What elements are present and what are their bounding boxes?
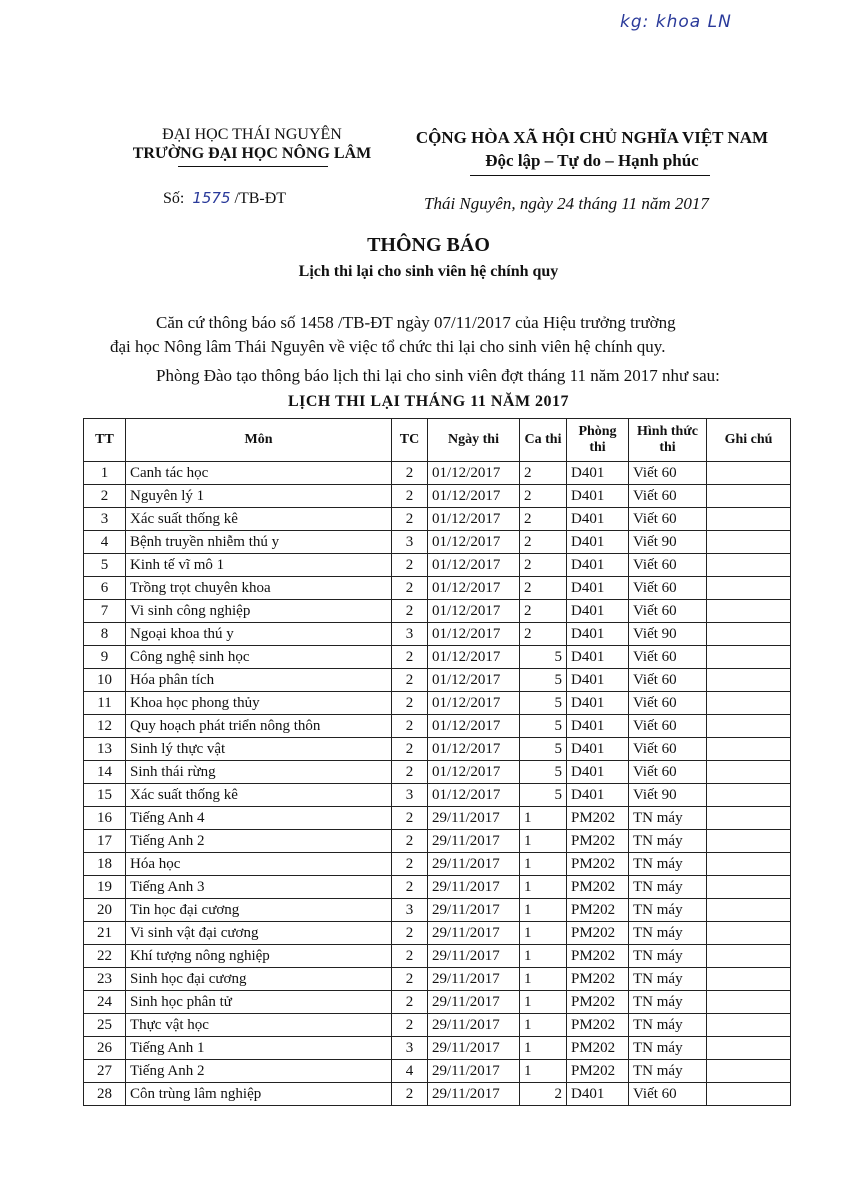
cell-mon: Bệnh truyền nhiễm thú y — [126, 531, 392, 554]
cell-phong-thi: PM202 — [567, 922, 629, 945]
paragraph-1-line-2: đại học Nông lâm Thái Nguyên về việc tổ chức thi lại cho sinh viên hệ chính quy. — [110, 337, 666, 356]
table-row — [84, 968, 791, 991]
cell-phong-thi: PM202 — [567, 991, 629, 1014]
doc-no-suffix: /TB-ĐT — [234, 190, 287, 207]
table-row — [84, 761, 791, 784]
cell-ghi-chu — [707, 646, 791, 669]
paragraph-1-line-1: Căn cứ thông báo số 1458 /TB-ĐT ngày 07/11/2017 của Hiệu trưởng trường — [156, 313, 676, 332]
cell-tc: 2 — [392, 462, 428, 485]
table-row — [84, 577, 791, 600]
table-row — [84, 784, 791, 807]
header-phong-thi: Phòng thi — [567, 419, 629, 462]
cell-hinh-thuc: TN máy — [629, 991, 707, 1014]
notice-subtitle: Lịch thi lại cho sinh viên hệ chính quy — [298, 263, 559, 280]
header-ca-thi: Ca thi — [520, 419, 567, 462]
cell-ca-thi: 2 — [520, 577, 567, 600]
cell-tc: 2 — [392, 1014, 428, 1037]
cell-ngay-thi: 01/12/2017 — [428, 715, 520, 738]
cell-tc: 2 — [392, 922, 428, 945]
cell-phong-thi: D401 — [567, 554, 629, 577]
cell-ca-thi: 1 — [520, 1060, 567, 1083]
cell-phong-thi: PM202 — [567, 899, 629, 922]
cell-mon: Nguyên lý 1 — [126, 485, 392, 508]
cell-tt: 25 — [84, 1014, 126, 1037]
cell-mon: Tiếng Anh 2 — [126, 1060, 392, 1083]
cell-mon: Côn trùng lâm nghiệp — [126, 1083, 392, 1106]
cell-hinh-thuc: Viết 60 — [629, 554, 707, 577]
cell-tt: 1 — [84, 462, 126, 485]
cell-phong-thi: PM202 — [567, 1037, 629, 1060]
table-row — [84, 876, 791, 899]
cell-tc: 2 — [392, 968, 428, 991]
cell-ghi-chu — [707, 485, 791, 508]
cell-tt: 22 — [84, 945, 126, 968]
cell-ca-thi: 1 — [520, 945, 567, 968]
cell-tc: 2 — [392, 1083, 428, 1106]
cell-hinh-thuc: TN máy — [629, 945, 707, 968]
cell-ca-thi: 2 — [520, 600, 567, 623]
cell-hinh-thuc: Viết 90 — [629, 784, 707, 807]
cell-mon: Công nghệ sinh học — [126, 646, 392, 669]
cell-tc: 3 — [392, 623, 428, 646]
cell-ca-thi: 5 — [520, 692, 567, 715]
cell-ngay-thi: 01/12/2017 — [428, 646, 520, 669]
cell-hinh-thuc: Viết 90 — [629, 623, 707, 646]
cell-hinh-thuc: Viết 60 — [629, 508, 707, 531]
table-row — [84, 485, 791, 508]
cell-ghi-chu — [707, 1083, 791, 1106]
cell-tc: 2 — [392, 830, 428, 853]
cell-phong-thi: D401 — [567, 692, 629, 715]
cell-ghi-chu — [707, 692, 791, 715]
cell-tc: 2 — [392, 485, 428, 508]
cell-phong-thi: D401 — [567, 531, 629, 554]
cell-phong-thi: PM202 — [567, 945, 629, 968]
cell-ca-thi: 1 — [520, 991, 567, 1014]
cell-ca-thi: 5 — [520, 715, 567, 738]
cell-hinh-thuc: TN máy — [629, 807, 707, 830]
cell-phong-thi: D401 — [567, 669, 629, 692]
table-row — [84, 1060, 791, 1083]
cell-tt: 2 — [84, 485, 126, 508]
cell-ghi-chu — [707, 784, 791, 807]
cell-hinh-thuc: Viết 60 — [629, 485, 707, 508]
table-row — [84, 853, 791, 876]
cell-ngay-thi: 29/11/2017 — [428, 1060, 520, 1083]
cell-ca-thi: 2 — [520, 485, 567, 508]
cell-ngay-thi: 29/11/2017 — [428, 1037, 520, 1060]
cell-ghi-chu — [707, 761, 791, 784]
cell-tt: 10 — [84, 669, 126, 692]
cell-ghi-chu — [707, 531, 791, 554]
cell-phong-thi: PM202 — [567, 1014, 629, 1037]
cell-ca-thi: 1 — [520, 807, 567, 830]
cell-hinh-thuc: Viết 90 — [629, 531, 707, 554]
cell-tt: 4 — [84, 531, 126, 554]
cell-tt: 16 — [84, 807, 126, 830]
cell-ngay-thi: 01/12/2017 — [428, 761, 520, 784]
cell-phong-thi: D401 — [567, 508, 629, 531]
cell-ghi-chu — [707, 462, 791, 485]
cell-tt: 9 — [84, 646, 126, 669]
cell-ghi-chu — [707, 1037, 791, 1060]
cell-tt: 26 — [84, 1037, 126, 1060]
cell-tt: 11 — [84, 692, 126, 715]
cell-mon: Sinh thái rừng — [126, 761, 392, 784]
cell-hinh-thuc: TN máy — [629, 922, 707, 945]
cell-ngay-thi: 29/11/2017 — [428, 876, 520, 899]
cell-tt: 21 — [84, 922, 126, 945]
cell-tt: 20 — [84, 899, 126, 922]
cell-ca-thi: 2 — [520, 508, 567, 531]
cell-mon: Hóa phân tích — [126, 669, 392, 692]
cell-tc: 3 — [392, 1037, 428, 1060]
cell-ghi-chu — [707, 876, 791, 899]
cell-ghi-chu — [707, 508, 791, 531]
cell-hinh-thuc: TN máy — [629, 968, 707, 991]
cell-ca-thi: 5 — [520, 784, 567, 807]
cell-mon: Trồng trọt chuyên khoa — [126, 577, 392, 600]
cell-tt: 15 — [84, 784, 126, 807]
cell-ghi-chu — [707, 922, 791, 945]
cell-tc: 3 — [392, 531, 428, 554]
cell-ca-thi: 2 — [520, 462, 567, 485]
cell-ngay-thi: 29/11/2017 — [428, 945, 520, 968]
cell-tt: 27 — [84, 1060, 126, 1083]
cell-ca-thi: 2 — [520, 1083, 567, 1106]
cell-ghi-chu — [707, 991, 791, 1014]
table-row — [84, 945, 791, 968]
cell-phong-thi: PM202 — [567, 968, 629, 991]
cell-ghi-chu — [707, 807, 791, 830]
cell-ca-thi: 1 — [520, 899, 567, 922]
cell-ghi-chu — [707, 830, 791, 853]
cell-ghi-chu — [707, 600, 791, 623]
cell-ghi-chu — [707, 669, 791, 692]
cell-ngay-thi: 01/12/2017 — [428, 600, 520, 623]
header-tt: TT — [84, 419, 126, 462]
cell-phong-thi: D401 — [567, 646, 629, 669]
cell-mon: Kinh tế vĩ mô 1 — [126, 554, 392, 577]
document-number — [163, 189, 286, 208]
cell-ngay-thi: 01/12/2017 — [428, 485, 520, 508]
cell-ca-thi: 1 — [520, 830, 567, 853]
cell-mon: Ngoại khoa thú y — [126, 623, 392, 646]
cell-mon: Canh tác học — [126, 462, 392, 485]
cell-tc: 2 — [392, 669, 428, 692]
cell-mon: Tiếng Anh 2 — [126, 830, 392, 853]
table-row — [84, 692, 791, 715]
doc-no-label: Số: — [163, 190, 185, 207]
table-row — [84, 715, 791, 738]
cell-ghi-chu — [707, 853, 791, 876]
cell-tc: 2 — [392, 600, 428, 623]
cell-ngay-thi: 01/12/2017 — [428, 508, 520, 531]
exam-schedule-table — [83, 418, 791, 1106]
cell-hinh-thuc: TN máy — [629, 1014, 707, 1037]
cell-ngay-thi: 01/12/2017 — [428, 784, 520, 807]
cell-ghi-chu — [707, 945, 791, 968]
cell-ca-thi: 2 — [520, 623, 567, 646]
table-row — [84, 1083, 791, 1106]
table-row — [84, 531, 791, 554]
table-row — [84, 807, 791, 830]
table-title: LỊCH THI LẠI THÁNG 11 NĂM 2017 — [287, 393, 570, 410]
cell-mon: Xác suất thống kê — [126, 508, 392, 531]
cell-tc: 4 — [392, 1060, 428, 1083]
cell-ngay-thi: 01/12/2017 — [428, 738, 520, 761]
cell-phong-thi: D401 — [567, 715, 629, 738]
cell-tt: 24 — [84, 991, 126, 1014]
cell-hinh-thuc: Viết 60 — [629, 462, 707, 485]
cell-ngay-thi: 29/11/2017 — [428, 991, 520, 1014]
header-tc: TC — [392, 419, 428, 462]
cell-tc: 2 — [392, 554, 428, 577]
nation-underline — [470, 175, 710, 176]
cell-phong-thi: PM202 — [567, 1060, 629, 1083]
cell-phong-thi: PM202 — [567, 830, 629, 853]
cell-tt: 12 — [84, 715, 126, 738]
cell-phong-thi: D401 — [567, 485, 629, 508]
cell-mon: Sinh học đại cương — [126, 968, 392, 991]
cell-hinh-thuc: Viết 60 — [629, 738, 707, 761]
cell-mon: Xác suất thống kê — [126, 784, 392, 807]
table-row — [84, 554, 791, 577]
cell-mon: Tiếng Anh 3 — [126, 876, 392, 899]
notice-title: THÔNG BÁO — [367, 234, 490, 256]
cell-hinh-thuc: TN máy — [629, 830, 707, 853]
cell-ca-thi: 5 — [520, 761, 567, 784]
cell-ghi-chu — [707, 1014, 791, 1037]
cell-tc: 2 — [392, 991, 428, 1014]
cell-mon: Vi sinh công nghiệp — [126, 600, 392, 623]
cell-ca-thi: 2 — [520, 531, 567, 554]
cell-hinh-thuc: TN máy — [629, 899, 707, 922]
table-row — [84, 830, 791, 853]
cell-hinh-thuc: TN máy — [629, 853, 707, 876]
cell-hinh-thuc: Viết 60 — [629, 646, 707, 669]
paragraph-2: Phòng Đào tạo thông báo lịch thi lại cho sinh viên đợt tháng 11 năm 2017 như sau: — [156, 366, 720, 385]
cell-ca-thi: 5 — [520, 738, 567, 761]
cell-mon: Khoa học phong thủy — [126, 692, 392, 715]
table-row — [84, 508, 791, 531]
cell-ghi-chu — [707, 899, 791, 922]
cell-ca-thi: 1 — [520, 853, 567, 876]
cell-hinh-thuc: Viết 60 — [629, 715, 707, 738]
cell-mon: Tin học đại cương — [126, 899, 392, 922]
cell-mon: Tiếng Anh 1 — [126, 1037, 392, 1060]
cell-mon: Quy hoạch phát triển nông thôn — [126, 715, 392, 738]
cell-phong-thi: D401 — [567, 600, 629, 623]
cell-tc: 2 — [392, 876, 428, 899]
header-hinh-thuc-thi: Hình thức thi — [629, 419, 707, 462]
cell-ngay-thi: 29/11/2017 — [428, 1014, 520, 1037]
table-row — [84, 462, 791, 485]
cell-ngay-thi: 29/11/2017 — [428, 807, 520, 830]
cell-tt: 14 — [84, 761, 126, 784]
cell-ghi-chu — [707, 554, 791, 577]
org-line-1: ĐẠI HỌC THÁI NGUYÊN — [162, 126, 342, 143]
cell-ghi-chu — [707, 1060, 791, 1083]
cell-mon: Khí tượng nông nghiệp — [126, 945, 392, 968]
cell-ghi-chu — [707, 577, 791, 600]
cell-tc: 2 — [392, 715, 428, 738]
cell-hinh-thuc: TN máy — [629, 1037, 707, 1060]
cell-mon: Hóa học — [126, 853, 392, 876]
cell-tc: 2 — [392, 945, 428, 968]
cell-hinh-thuc: TN máy — [629, 1060, 707, 1083]
cell-ca-thi: 5 — [520, 646, 567, 669]
cell-ca-thi: 1 — [520, 968, 567, 991]
cell-ngay-thi: 01/12/2017 — [428, 623, 520, 646]
table-row — [84, 1014, 791, 1037]
cell-ngay-thi: 01/12/2017 — [428, 692, 520, 715]
cell-phong-thi: D401 — [567, 577, 629, 600]
cell-phong-thi: PM202 — [567, 807, 629, 830]
cell-mon: Sinh lý thực vật — [126, 738, 392, 761]
cell-tc: 3 — [392, 784, 428, 807]
cell-ghi-chu — [707, 715, 791, 738]
cell-mon: Sinh học phân tử — [126, 991, 392, 1014]
cell-ngay-thi: 29/11/2017 — [428, 1083, 520, 1106]
header-ngay-thi: Ngày thi — [428, 419, 520, 462]
table-header-row — [84, 419, 791, 462]
cell-hinh-thuc: Viết 60 — [629, 577, 707, 600]
cell-mon: Thực vật học — [126, 1014, 392, 1037]
cell-tc: 2 — [392, 646, 428, 669]
cell-ngay-thi: 29/11/2017 — [428, 830, 520, 853]
cell-ghi-chu — [707, 623, 791, 646]
cell-hinh-thuc: Viết 60 — [629, 692, 707, 715]
cell-mon: Tiếng Anh 4 — [126, 807, 392, 830]
cell-tc: 2 — [392, 761, 428, 784]
table-row — [84, 899, 791, 922]
nation-line-2: Độc lập – Tự do – Hạnh phúc — [485, 151, 699, 170]
cell-phong-thi: PM202 — [567, 853, 629, 876]
cell-phong-thi: D401 — [567, 761, 629, 784]
cell-ngay-thi: 29/11/2017 — [428, 853, 520, 876]
cell-ca-thi: 2 — [520, 554, 567, 577]
cell-ghi-chu — [707, 738, 791, 761]
cell-phong-thi: D401 — [567, 1083, 629, 1106]
cell-phong-thi: D401 — [567, 784, 629, 807]
cell-ngay-thi: 01/12/2017 — [428, 462, 520, 485]
table-row — [84, 1037, 791, 1060]
cell-tt: 19 — [84, 876, 126, 899]
cell-ghi-chu — [707, 968, 791, 991]
header-ghi-chu: Ghi chú — [707, 419, 791, 462]
cell-ngay-thi: 29/11/2017 — [428, 968, 520, 991]
cell-hinh-thuc: Viết 60 — [629, 600, 707, 623]
cell-hinh-thuc: TN máy — [629, 876, 707, 899]
cell-ca-thi: 1 — [520, 876, 567, 899]
date-line: Thái Nguyên, ngày 24 tháng 11 năm 2017 — [424, 194, 709, 213]
cell-ngay-thi: 29/11/2017 — [428, 922, 520, 945]
cell-tc: 2 — [392, 807, 428, 830]
cell-tt: 7 — [84, 600, 126, 623]
cell-tc: 2 — [392, 692, 428, 715]
cell-tt: 8 — [84, 623, 126, 646]
table-row — [84, 623, 791, 646]
org-underline — [178, 166, 328, 167]
cell-ca-thi: 1 — [520, 1037, 567, 1060]
header-mon: Môn — [126, 419, 392, 462]
cell-mon: Vi sinh vật đại cương — [126, 922, 392, 945]
cell-tt: 3 — [84, 508, 126, 531]
cell-ca-thi: 1 — [520, 922, 567, 945]
cell-tt: 5 — [84, 554, 126, 577]
cell-phong-thi: PM202 — [567, 876, 629, 899]
table-row — [84, 669, 791, 692]
table-row — [84, 646, 791, 669]
cell-hinh-thuc: Viết 60 — [629, 1083, 707, 1106]
handwritten-note: kg: khoa LN — [620, 12, 732, 32]
table-row — [84, 922, 791, 945]
cell-tt: 23 — [84, 968, 126, 991]
cell-tt: 6 — [84, 577, 126, 600]
table-row — [84, 738, 791, 761]
cell-tc: 2 — [392, 577, 428, 600]
cell-tt: 18 — [84, 853, 126, 876]
cell-phong-thi: D401 — [567, 623, 629, 646]
cell-ngay-thi: 01/12/2017 — [428, 531, 520, 554]
cell-tt: 13 — [84, 738, 126, 761]
cell-phong-thi: D401 — [567, 738, 629, 761]
cell-hinh-thuc: Viết 60 — [629, 761, 707, 784]
cell-tt: 17 — [84, 830, 126, 853]
cell-ngay-thi: 01/12/2017 — [428, 577, 520, 600]
cell-tc: 2 — [392, 853, 428, 876]
cell-tt: 28 — [84, 1083, 126, 1106]
cell-hinh-thuc: Viết 60 — [629, 669, 707, 692]
cell-ca-thi: 5 — [520, 669, 567, 692]
cell-ngay-thi: 01/12/2017 — [428, 554, 520, 577]
cell-tc: 2 — [392, 738, 428, 761]
cell-ngay-thi: 29/11/2017 — [428, 899, 520, 922]
nation-line-1: CỘNG HÒA XÃ HỘI CHỦ NGHĨA VIỆT NAM — [415, 128, 769, 147]
org-line-2: TRƯỜNG ĐẠI HỌC NÔNG LÂM — [132, 145, 372, 162]
cell-tc: 2 — [392, 508, 428, 531]
cell-ca-thi: 1 — [520, 1014, 567, 1037]
table-row — [84, 991, 791, 1014]
cell-tc: 3 — [392, 899, 428, 922]
table-row — [84, 600, 791, 623]
cell-ngay-thi: 01/12/2017 — [428, 669, 520, 692]
cell-phong-thi: D401 — [567, 462, 629, 485]
doc-no-value: 1575 — [192, 189, 231, 207]
